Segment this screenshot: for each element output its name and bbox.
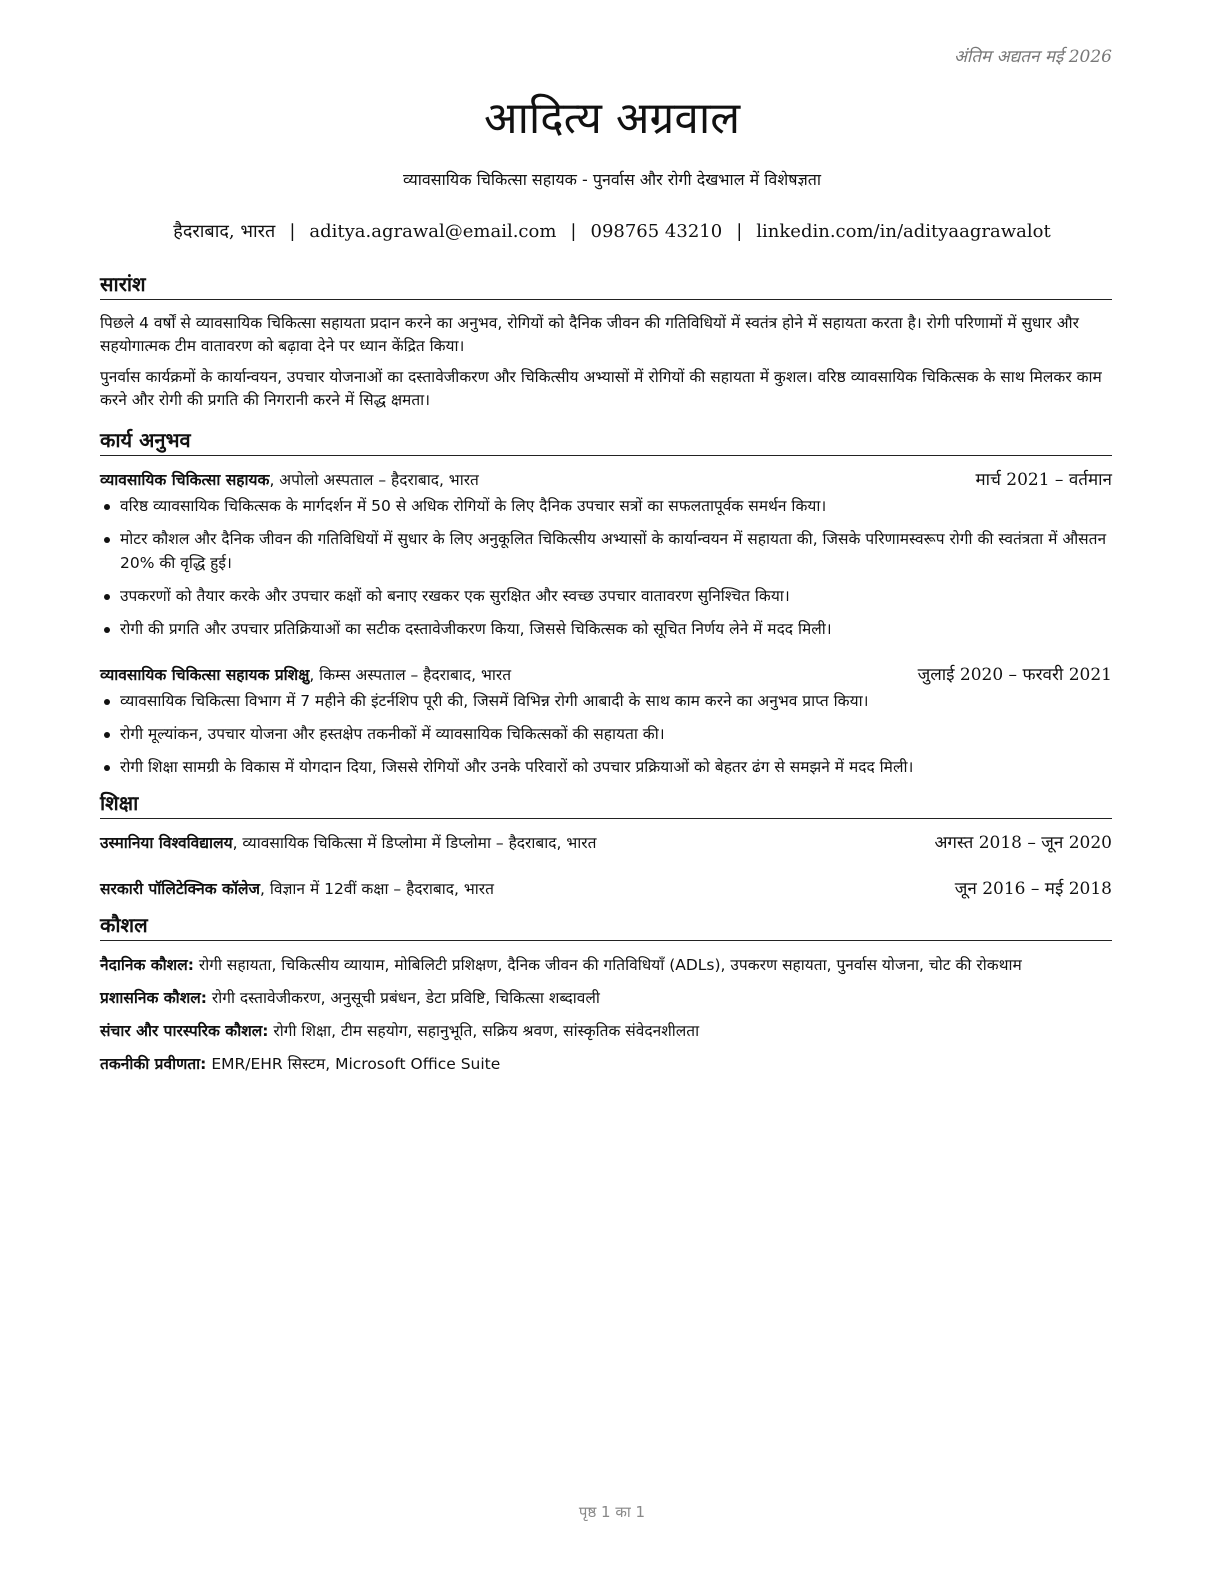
resume-content bbox=[100, 270, 1112, 1085]
contact-separator: | bbox=[736, 221, 743, 242]
education-line bbox=[100, 877, 494, 901]
contact-separator: | bbox=[289, 221, 296, 242]
education-line bbox=[100, 831, 596, 855]
headline: व्यावसायिक चिकित्सा सहायक - पुनर्वास और रोगी देखभाल में विशेषज्ञता bbox=[403, 170, 821, 189]
job-title-line bbox=[100, 468, 479, 492]
education-detail: , विज्ञान में 12वीं कक्षा – हैदराबाद, भारत bbox=[259, 880, 494, 898]
job-role: व्यावसायिक चिकित्सा सहायक bbox=[100, 471, 270, 489]
contact-linkedin[interactable]: linkedin.com/in/adityaagrawalot bbox=[756, 221, 1051, 242]
education-entry bbox=[100, 831, 1112, 855]
skill-label: प्रशासनिक कौशल: bbox=[100, 989, 207, 1007]
skill-row bbox=[100, 1019, 1112, 1043]
skill-value: रोगी शिक्षा, टीम सहयोग, सहानुभूति, सक्रिय श्रवण, सांस्कृतिक संवेदनशीलता bbox=[268, 1022, 700, 1040]
skill-label: तकनीकी प्रवीणता: bbox=[100, 1055, 207, 1073]
job-bullet: उपकरणों को तैयार करके और उपचार कक्षों को बनाए रखकर एक सुरक्षित और स्वच्छ उपचार वातावरण सुनिश्चित किया। bbox=[100, 584, 1112, 608]
skill-value: रोगी सहायता, चिकित्सीय व्यायाम, मोबिलिटी प्रशिक्षण, दैनिक जीवन की गतिविधियाँ (ADLs), उपकरण सहायता, पुनर्वास योजना, चोट की रोकथाम bbox=[193, 956, 1022, 974]
section-title-education: शिक्षा bbox=[100, 789, 1112, 819]
job-date: जुलाई 2020 – फरवरी 2021 bbox=[917, 665, 1112, 685]
contact-line bbox=[0, 219, 1224, 243]
education-entry bbox=[100, 877, 1112, 901]
job-date: मार्च 2021 – वर्तमान bbox=[975, 470, 1112, 490]
job-bullets bbox=[100, 494, 1112, 641]
section-title-experience: कार्य अनुभव bbox=[100, 426, 1112, 456]
skill-label: संचार और पारस्परिक कौशल: bbox=[100, 1022, 269, 1040]
skill-value: EMR/EHR सिस्टम, Microsoft Office Suite bbox=[206, 1055, 501, 1073]
education-institution: सरकारी पॉलिटेक्निक कॉलेज bbox=[100, 880, 260, 898]
job-header bbox=[100, 468, 1112, 492]
section-title-skills: कौशल bbox=[100, 911, 1112, 941]
contact-location: हैदराबाद, भारत bbox=[173, 221, 276, 242]
last-updated: अंतिम अद्यतन मई 2026 bbox=[953, 47, 1112, 67]
education-date: जून 2016 – मई 2018 bbox=[954, 879, 1112, 899]
contact-email[interactable]: aditya.agrawal@email.com bbox=[309, 221, 557, 242]
page-number: पृष्ठ 1 का 1 bbox=[578, 1503, 646, 1521]
job-bullet: रोगी मूल्यांकन, उपचार योजना और हस्तक्षेप तकनीकों में व्यावसायिक चिकित्सकों की सहायता की। bbox=[100, 722, 1112, 746]
skill-row bbox=[100, 1052, 1112, 1076]
job-bullet: मोटर कौशल और दैनिक जीवन की गतिविधियों में सुधार के लिए अनुकूलित चिकित्सीय अभ्यासों के कार्यान्वयन में सहायता की, जिसके परिणामस्वरूप रोगी की स्वतंत्रता में औसतन 20% की वृद्धि हुई। bbox=[100, 527, 1112, 575]
skill-row bbox=[100, 986, 1112, 1010]
job-bullet: व्यावसायिक चिकित्सा विभाग में 7 महीने की इंटर्नशिप पूरी की, जिसमें विभिन्न रोगी आबादी के साथ काम करने का अनुभव प्राप्त किया। bbox=[100, 689, 1112, 713]
contact-phone[interactable]: 098765 43210 bbox=[590, 221, 723, 242]
job-org: , अपोलो अस्पताल – हैदराबाद, भारत bbox=[269, 471, 479, 489]
job-bullets bbox=[100, 689, 1112, 779]
summary-paragraph: पुनर्वास कार्यक्रमों के कार्यान्वयन, उपचार योजनाओं का दस्तावेजीकरण और चिकित्सीय अभ्यासों में रोगियों की सहायता में कुशल। वरिष्ठ व्यावसायिक चिकित्सक के साथ मिलकर काम करने और रोगी की प्रगति की निगरानी करने में सिद्ध क्षमता। bbox=[100, 368, 1102, 409]
summary-paragraph: पिछले 4 वर्षों से व्यावसायिक चिकित्सा सहायता प्रदान करने का अनुभव, रोगियों को दैनिक जीवन की गतिविधियों में स्वतंत्र होने में सहायता करता है। रोगी परिणामों में सुधार और सहयोगात्मक टीम वातावरण को बढ़ावा देने पर ध्यान केंद्रित किया। bbox=[100, 314, 1079, 355]
skill-row bbox=[100, 953, 1112, 977]
job-role: व्यावसायिक चिकित्सा सहायक प्रशिक्षु bbox=[100, 666, 310, 684]
section-title-summary: सारांश bbox=[100, 270, 1112, 300]
contact-separator: | bbox=[570, 221, 577, 242]
job-bullet: रोगी की प्रगति और उपचार प्रतिक्रियाओं का सटीक दस्तावेजीकरण किया, जिससे चिकित्सक को सूचित निर्णय लेने में मदद मिली। bbox=[100, 617, 1112, 641]
job-org: , किम्स अस्पताल – हैदराबाद, भारत bbox=[309, 666, 512, 684]
job-bullet: रोगी शिक्षा सामग्री के विकास में योगदान दिया, जिससे रोगियों और उनके परिवारों को उपचार प्रक्रियाओं को बेहतर ढंग से समझने में मदद मिली। bbox=[100, 755, 1112, 779]
job-header bbox=[100, 663, 1112, 687]
education-detail: , व्यावसायिक चिकित्सा में डिप्लोमा में डिप्लोमा – हैदराबाद, भारत bbox=[232, 834, 597, 852]
job-title-line bbox=[100, 663, 511, 687]
education-date: अगस्त 2018 – जून 2020 bbox=[934, 833, 1112, 853]
skill-label: नैदानिक कौशल: bbox=[100, 956, 194, 974]
candidate-name: आदित्य अग्रवाल bbox=[483, 93, 741, 144]
skill-value: रोगी दस्तावेजीकरण, अनुसूची प्रबंधन, डेटा प्रविष्टि, चिकित्सा शब्दावली bbox=[206, 989, 600, 1007]
education-institution: उस्मानिया विश्वविद्यालय bbox=[100, 834, 233, 852]
job-bullet: वरिष्ठ व्यावसायिक चिकित्सक के मार्गदर्शन में 50 से अधिक रोगियों के लिए दैनिक उपचार सत्रों का सफलतापूर्वक समर्थन किया। bbox=[100, 494, 1112, 518]
